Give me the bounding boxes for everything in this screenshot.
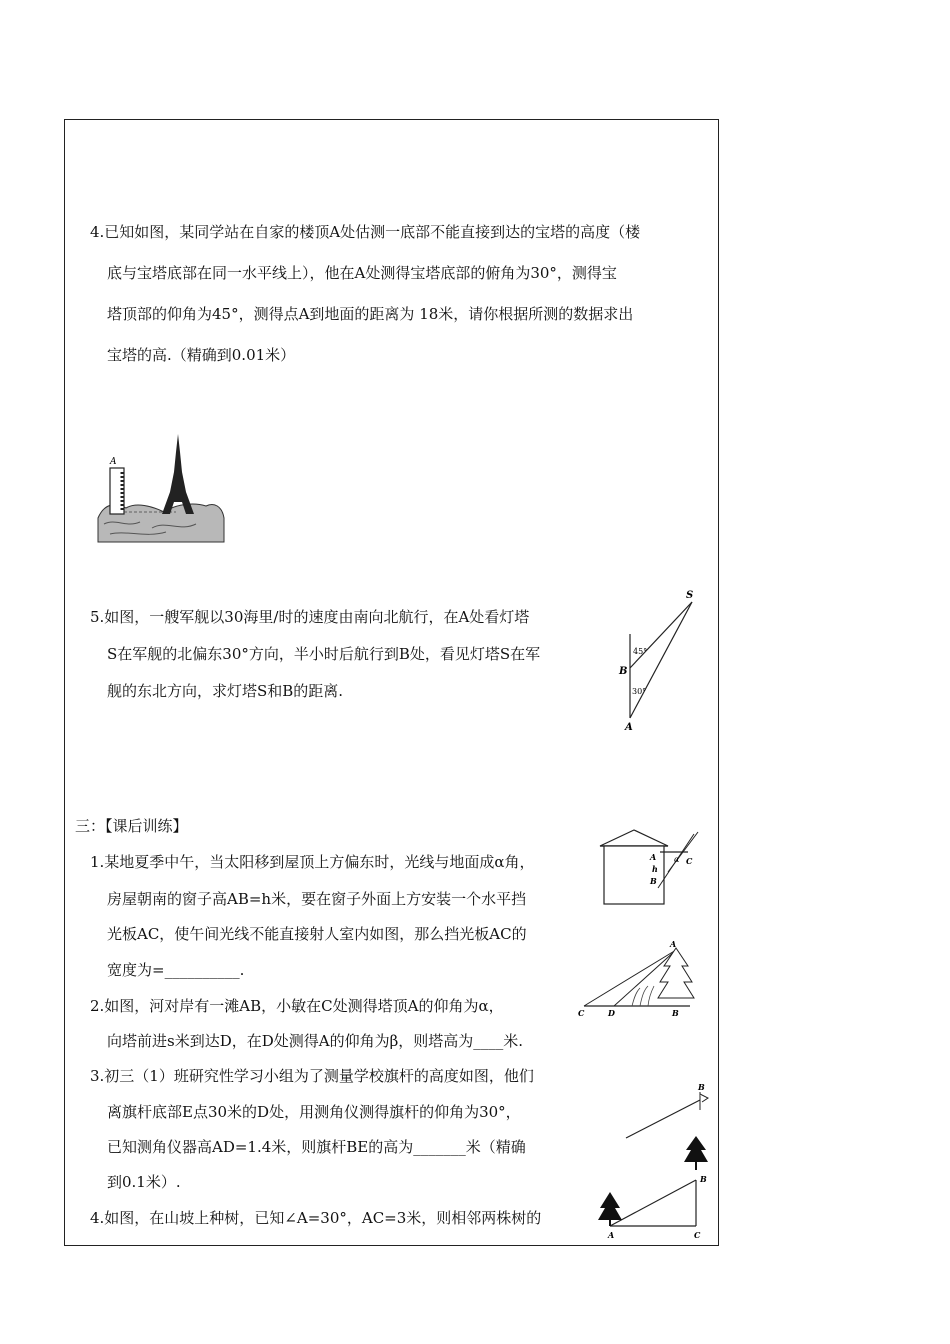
exercise1-line-4: 宽度为=__________.: [107, 961, 245, 979]
slope-label-a: A: [608, 1230, 615, 1240]
house-label-b: B: [650, 876, 657, 886]
section-heading: 三：【课后训练】: [75, 817, 188, 835]
exercise4-line-1: 4.如图，在山坡上种树，已知∠A=30°，AC=3米，则相邻两株树的: [90, 1209, 542, 1227]
tower-figure: [96, 432, 226, 544]
flagpole-figure: [622, 1082, 712, 1142]
house-figure: [598, 826, 698, 908]
tower-river-figure: [574, 938, 700, 1018]
exercise3-line-3: 已知测角仪器高AD=1.4米，则旗杆BE的高为_______米（精确: [107, 1138, 526, 1156]
exercise3-line-1: 3.初三（1）班研究性学习小组为了测量学校旗杆的高度如图，他们: [90, 1067, 534, 1085]
problem5-line-2: S在军舰的北偏东30°方向，半小时后航行到B处，看见灯塔S在军: [107, 645, 541, 663]
exercise2-line-2: 向塔前进s米到达D，在D处测得A的仰角为β，则塔高为____米.: [107, 1032, 524, 1050]
slope-label-b: B: [700, 1174, 707, 1184]
lighthouse-figure: [618, 588, 702, 738]
exercise2-line-1: 2.如图，河对岸有一滩AB，小敏在C处测得塔顶A的仰角为α，: [90, 997, 504, 1015]
lighthouse-angle-30: 30°: [632, 687, 647, 696]
problem4-line-3: 塔顶部的仰角为45°，测得点A到地面的距离为 18米，请你根据所测的数据求出: [107, 305, 634, 323]
tower-river-label-d: D: [608, 1008, 615, 1018]
flagpole-label-b: B: [698, 1082, 705, 1092]
tower-river-label-a: A: [670, 939, 677, 949]
house-label-alpha: α: [674, 855, 680, 864]
exercise1-line-3: 光板AC，使午间光线不能直接射人室内如图，那么挡光板AC的: [107, 925, 527, 943]
exercise1-line-2: 房屋朝南的窗子高AB=h米，要在窗子外面上方安装一个水平挡: [107, 890, 527, 908]
problem5-line-1: 5.如图，一艘军舰以30海里/时的速度由南向北航行，在A处看灯塔: [90, 608, 530, 626]
house-label-c: C: [686, 856, 693, 866]
tower-river-label-c: C: [578, 1008, 585, 1018]
lighthouse-label-a: A: [625, 722, 633, 733]
tower-river-label-b: B: [672, 1008, 679, 1018]
house-label-a: A: [650, 852, 657, 862]
slope-label-c: C: [694, 1230, 701, 1240]
problem5-line-3: 舰的东北方向，求灯塔S和B的距离.: [107, 682, 344, 700]
exercise1-line-1: 1.某地夏季中午，当太阳移到屋顶上方偏东时，光线与地面成α角，: [90, 853, 535, 871]
problem4-line-2: 底与宝塔底部在同一水平线上），他在A处测得宝塔底部的俯角为30°，测得宝: [107, 264, 617, 282]
lighthouse-angle-45: 45°: [633, 647, 648, 656]
slope-trees-figure: [600, 1134, 710, 1242]
house-label-h: h: [652, 864, 658, 874]
lighthouse-label-s: S: [686, 590, 694, 601]
problem4-line-1: 4.已知如图，某同学站在自家的楼顶A处估测一底部不能直接到达的宝塔的高度（楼: [90, 223, 641, 241]
tower-figure-label-a: A: [110, 457, 117, 467]
problem4-line-4: 宝塔的高.（精确到0.01米）: [107, 346, 296, 364]
exercise3-line-2: 离旗杆底部E点30米的D处，用测角仪测得旗杆的仰角为30°，: [107, 1103, 521, 1121]
lighthouse-label-b: B: [619, 666, 628, 677]
exercise3-line-4: 到0.1米）.: [107, 1173, 181, 1191]
